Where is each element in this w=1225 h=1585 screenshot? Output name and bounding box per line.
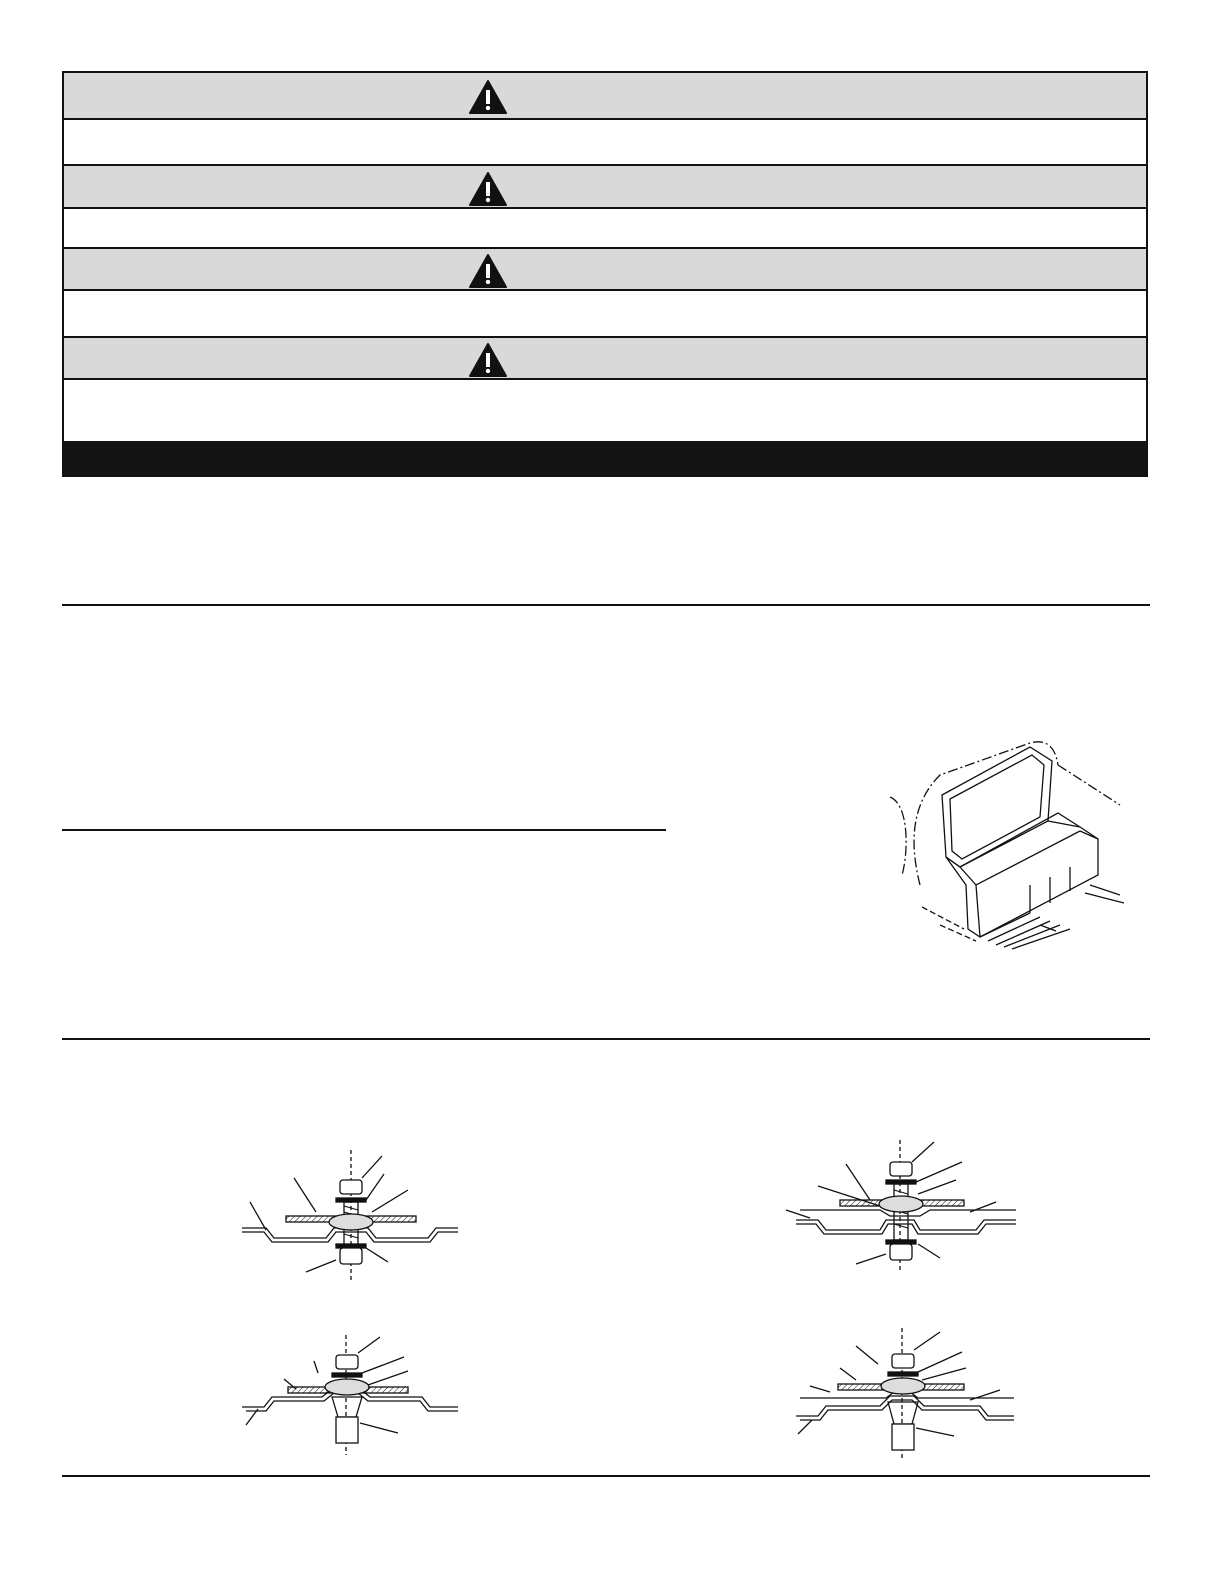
warning-triangle-icon bbox=[468, 171, 508, 207]
warning-text-3 bbox=[64, 291, 1146, 336]
bolt-mount-drawing bbox=[790, 1328, 1020, 1460]
warning-header-1 bbox=[64, 73, 1146, 120]
warning-triangle-icon bbox=[468, 342, 508, 378]
warning-header-4 bbox=[64, 336, 1146, 380]
warning-triangle-icon bbox=[468, 79, 508, 115]
bolt-mount-drawing bbox=[780, 1140, 1020, 1270]
section-divider bbox=[62, 1038, 1150, 1040]
warning-text-2 bbox=[64, 209, 1146, 247]
warning-text-1 bbox=[64, 120, 1146, 164]
section-divider bbox=[62, 604, 1150, 606]
bolt-mount-drawing bbox=[236, 1150, 466, 1280]
warning-panel bbox=[62, 71, 1148, 477]
warning-header-2 bbox=[64, 164, 1146, 209]
warning-triangle-icon bbox=[468, 253, 508, 289]
warning-footer-bar bbox=[64, 441, 1146, 475]
subsection-divider bbox=[62, 829, 666, 831]
bolt-mount-drawing bbox=[236, 1335, 466, 1455]
warning-header-3 bbox=[64, 247, 1146, 291]
section-divider bbox=[62, 1475, 1150, 1477]
truck-toolbox-drawing bbox=[880, 735, 1130, 950]
warning-text-4 bbox=[64, 380, 1146, 443]
